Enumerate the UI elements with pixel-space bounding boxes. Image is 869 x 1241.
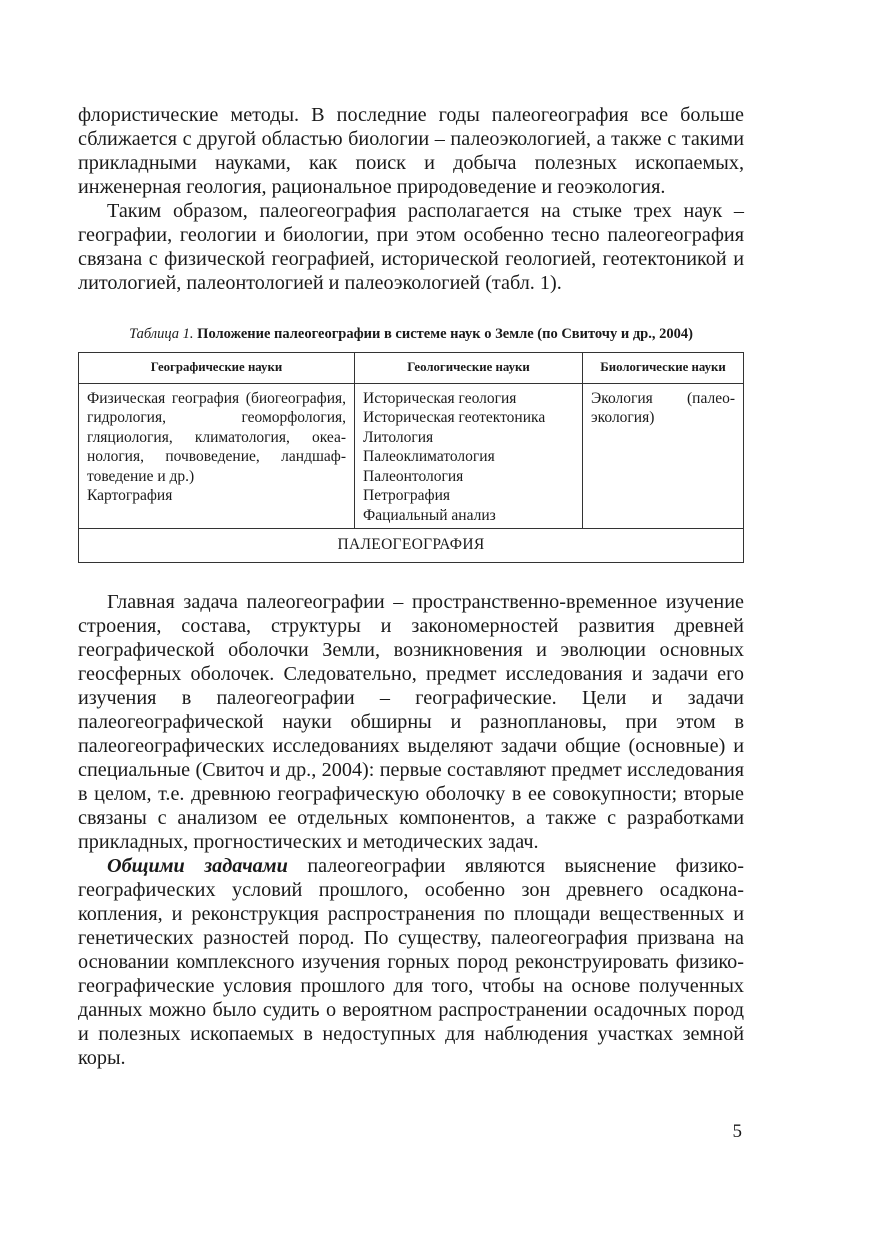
general-tasks-lead: Общими задачами — [107, 854, 288, 877]
general-tasks-text: палеогеографии являются выяснение физикогеографических условий прошлого, особенно зон древнего осадконакопления, и реконструкция распространения по площади вещественных и генетических разностей пород. По существу, палеогеография призвана на основании комплексного изучения горных пород реконструировать физико-географические условия прошлого для того, чтобы на основе полученных данных можно было судить о вероятном распространении осадочных пород и полезных ископаемых в недоступных для наблюдения участках земной коры. — [78, 854, 744, 1069]
header-geographic: Географические науки — [79, 353, 355, 384]
table-row — [79, 383, 744, 529]
cell-biologic — [583, 383, 744, 529]
geology-item: Фациальный анализ — [363, 506, 496, 524]
geology-item: Историческая геотектоника — [363, 409, 546, 426]
geology-item: Палеоклиматология — [363, 448, 495, 465]
page-number: 5 — [732, 1121, 742, 1142]
table-caption — [78, 325, 744, 343]
cell-geographic — [79, 383, 355, 529]
cell-geologic — [355, 383, 583, 529]
paragraph-intro: флористические методы. В последние годы палеогеография все больше сближается с другой областью биологии – палеоэкологией, а также с такими прикладными науками, как поиск и добыча полезных ископаемых, инженерная геология, рациональное природоведение и геоэкология. — [78, 104, 744, 198]
biology-ecology: Экология (палеоэкология) — [591, 389, 735, 426]
geology-item: Историческая геология — [363, 389, 517, 407]
header-biologic: Биологические науки — [583, 353, 744, 384]
table-header-row — [79, 353, 744, 384]
paragraph-general-tasks — [78, 854, 744, 1070]
paragraph-sciences-junction: Таким образом, палеогеография располагается на стыке трех наук – географии, геологии и биологии, при этом особенно тесно палеогеография связана с физической географией, исторической геологией, геотектоникой и литологией, палеонтологией и палеоэкологией (табл. 1). — [78, 200, 744, 294]
geology-item: Литология — [363, 428, 434, 446]
geographic-cartography: Картография — [87, 487, 173, 504]
table-summary-row — [79, 529, 744, 563]
sciences-table — [78, 352, 744, 563]
geographic-physical: Физическая география (биогеография, гидрология, геоморфология, гляциология, климатология, океанология, почвоведение, ландшафтоведение и др.) — [87, 389, 346, 485]
summary-paleogeography: ПАЛЕОГЕОГРАФИЯ — [79, 529, 744, 563]
header-geologic: Геологические науки — [355, 353, 583, 384]
geology-item: Петрография — [363, 487, 450, 504]
geology-item: Палеонтология — [363, 467, 464, 485]
table-caption-label: Таблица 1. — [129, 326, 194, 342]
page-content — [78, 103, 744, 1070]
table-caption-title: Положение палеогеографии в системе наук о Земле (по Свиточу и др., 2004) — [197, 326, 693, 342]
paragraph-main-task: Главная задача палеогеографии – пространственно-временное изучение строения, состава, структуры и закономерностей развития древней географической оболочки Земли, возникновения и эволюции основных геосферных оболочек. Следовательно, предмет исследования и задачи его изучения в палеогеографии – географические. Цели и задачи палеогеографической науки обширны и разноплановы, при этом в палеогеографических исследованиях выделяют задачи общие (основные) и специальные (Свиточ и др., 2004): первые составляют предмет исследования в целом, т.е. древнюю географическую оболочку в ее совокупности; вторые связаны с анализом ее отдельных компонентов, а также с разработками прикладных, прогностических и методических задач. — [78, 590, 744, 853]
